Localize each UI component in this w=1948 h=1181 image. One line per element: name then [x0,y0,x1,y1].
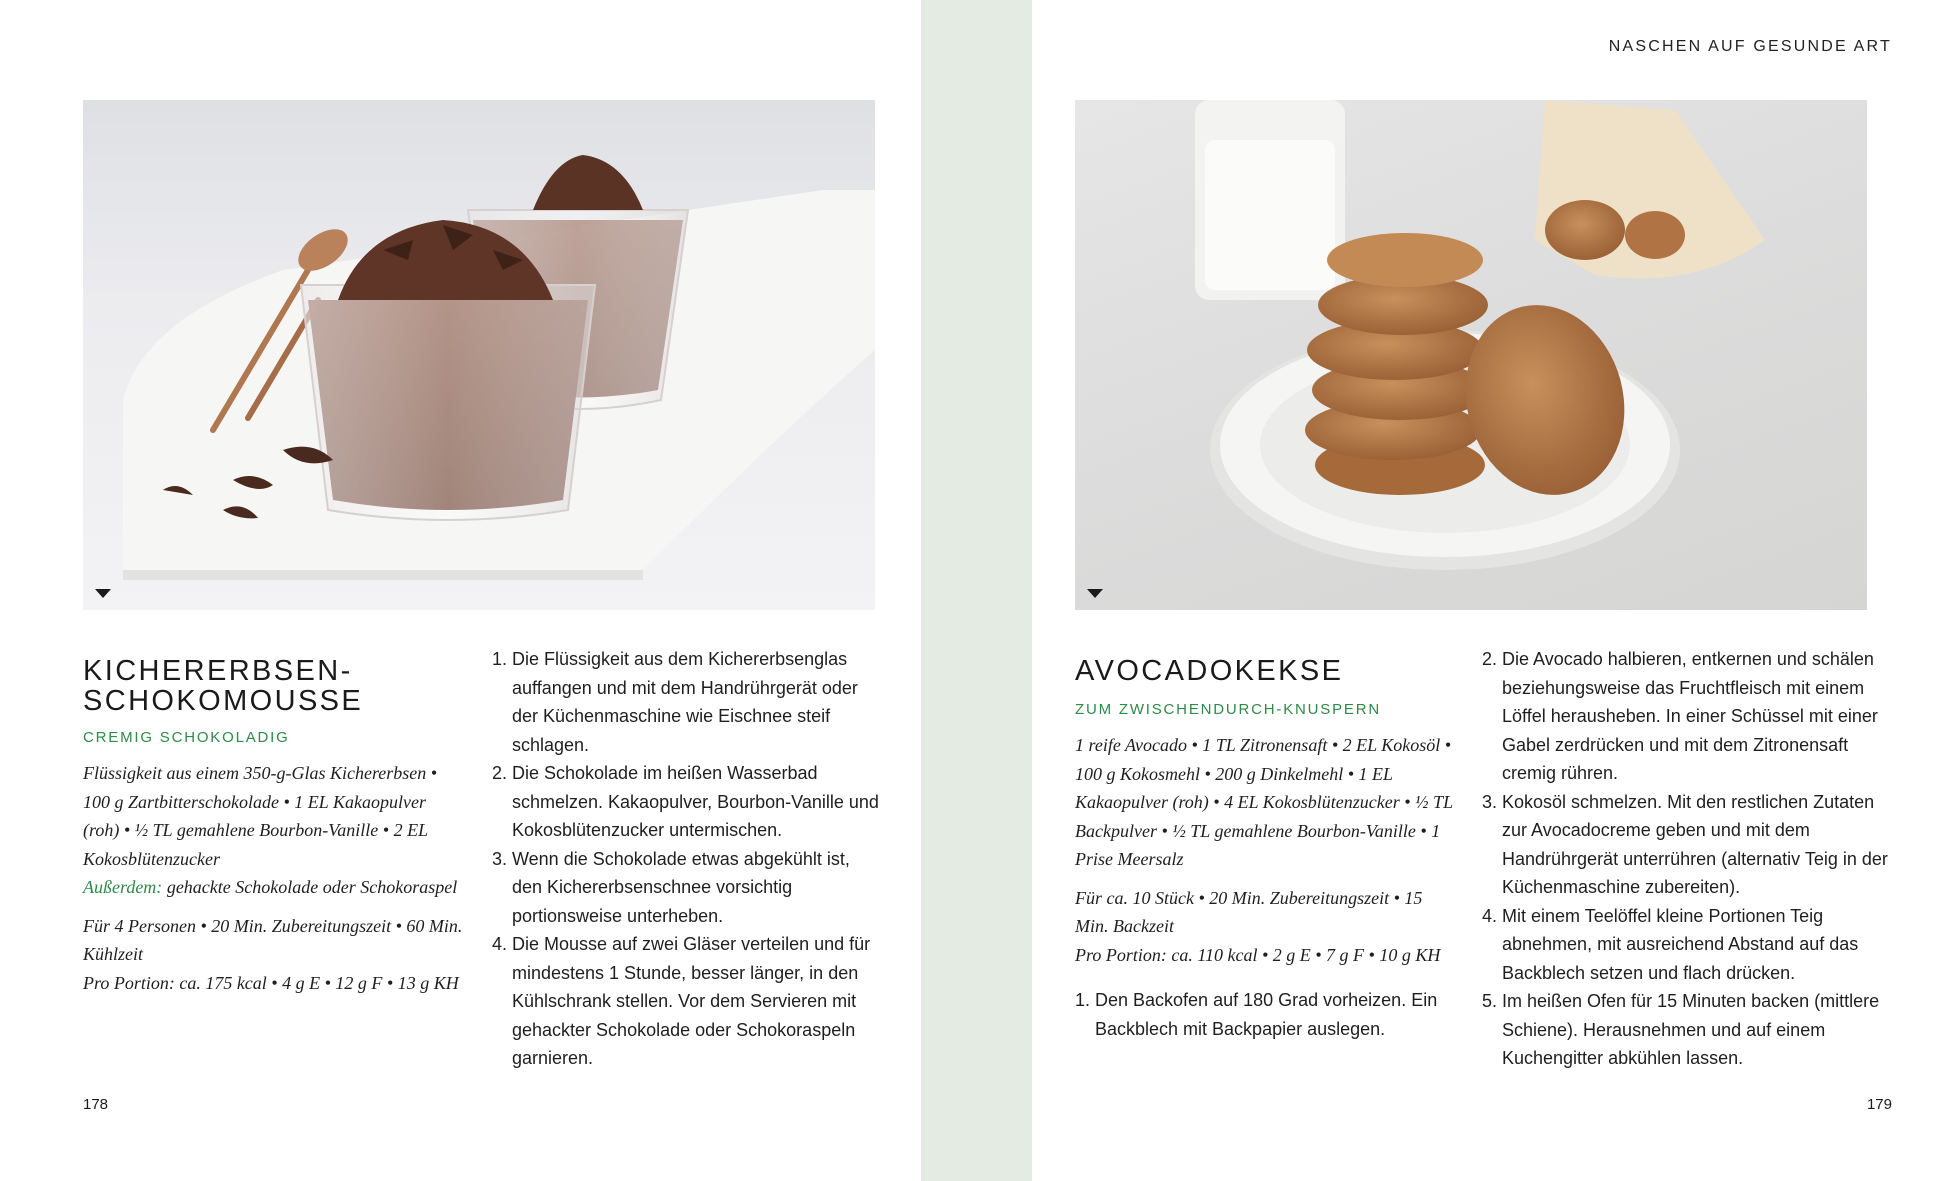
step-text: Wenn die Schokolade etwas abgekühlt ist, den Kichererbsenschnee vorsichtig portionsweise unterheben. [512,848,850,926]
step-text: Die Avocado halbieren, entkernen und schälen beziehungsweise das Fruchtfleisch mit einem Löffel herausheben. In einer Schüssel mit einer Gabel zerdrücken und mit dem Zitronensaft cremig rühren. [1502,649,1878,783]
ingredients-block [83,759,463,1007]
step-item [492,645,882,759]
step-number: 1. [492,649,508,669]
step-number: 4. [492,934,508,954]
step-text: Die Schokolade im heißen Wasserbad schmelzen. Kakaopulver, Bourbon-Vanille und Kokosblütenzucker untermischen. [512,763,879,840]
step-item [492,930,882,1073]
photo-caption-marker-icon [95,589,111,598]
avocado-cookies-illustration [1075,100,1867,610]
recipe-subtitle: ZUM ZWISCHENDURCH-KNUSPERN [1075,701,1381,718]
step-text: Mit einem Teelöffel kleine Portionen Teig abnehmen, mit ausreichend Abstand auf das Backblech setzen und flach drücken. [1502,905,1859,983]
step-number: 3. [1482,791,1498,812]
step-text: Die Mousse auf zwei Gläser verteilen und für mindestens 1 Stunde, besser länger, in den Kühlschrank stellen. Vor dem Servieren mit gehackter Schokolade oder Schokoraspeln garnieren. [512,934,871,1068]
ingredients-block [1075,731,1460,979]
step-item [1482,788,1892,902]
extra-text: gehackte Schokolade oder Schokoraspel [162,877,458,897]
step-text: Die Flüssigkeit aus dem Kichererbsenglas auffangen und mit dem Handrührgerät oder der Küchenmaschine wie Eischnee steif schlagen. [512,649,858,755]
step-item [1075,986,1460,1043]
extra-label: Außerdem: [83,877,163,897]
page-number-left: 178 [83,1096,109,1113]
step-number: 2. [492,763,508,783]
right-steps-list-b [1482,645,1892,1073]
chocolate-mousse-illustration [83,100,875,610]
recipe-title [83,656,363,716]
extra-ingredients [83,873,463,902]
servings-info: Für ca. 10 Stück • 20 Min. Zubereitungszeit • 15 Min. Backzeit [1075,887,1423,936]
step-item [1482,645,1892,788]
recipe-title-line-2: SCHOKOMOUSSE [83,685,364,717]
recipe-title-line-1: KICHERERBSEN- [83,655,353,687]
step-item [1482,987,1892,1073]
avocado-cookies-photo [1075,100,1867,610]
page-number-right: 179 [1866,1096,1892,1113]
ingredients-list: Flüssigkeit aus einem 350-g-Glas Kichererbsen • 100 g Zartbitterschokolade • 1 EL Kakaopulver (roh) • ½ TL gemahlene Bourbon-Vanille • 2 EL Kokosblütenzucker [83,763,438,869]
nutrition-info: Pro Portion: ca. 175 kcal • 4 g E • 12 g F • 13 g KH [83,972,459,993]
step-text: Kokosöl schmelzen. Mit den restlichen Zutaten zur Avocadocreme geben und mit dem Handrührgerät unterrühren (alternativ Teig in der Küchenmaschine zubereiten). [1502,791,1888,897]
left-page [0,0,921,1181]
step-item [492,845,882,931]
photo-caption-marker-icon [1087,589,1103,598]
running-head: NASCHEN AUF GESUNDE ART [1608,38,1892,55]
left-steps-list [492,645,882,1073]
step-number: 4. [1482,905,1498,926]
chocolate-mousse-photo [83,100,875,610]
step-number: 1. [1075,990,1091,1010]
ingredients-list: 1 reife Avocado • 1 TL Zitronensaft • 2 EL Kokosöl • 100 g Kokosmehl • 200 g Dinkelmehl • 1 EL Kakaopulver (roh) • 4 EL Kokosblütenzucker • ½ TL Backpulver • ½ TL gemahlene Bourbon-Vanille • 1 Prise Meersalz [1075,735,1453,869]
step-text: Im heißen Ofen für 15 Minuten backen (mittlere Schiene). Herausnehmen und auf einem Kuchengitter abkühlen lassen. [1502,991,1880,1068]
step-item [492,759,882,845]
right-steps-list-a [1075,986,1460,1043]
book-gutter [921,0,1032,1181]
recipe-title: AVOCADOKEKSE [1075,655,1344,687]
step-number: 5. [1482,991,1498,1011]
step-number: 2. [1482,649,1498,669]
step-text: Den Backofen auf 180 Grad vorheizen. Ein Backblech mit Backpapier auslegen. [1095,990,1438,1039]
step-number: 3. [492,848,508,869]
servings-info: Für 4 Personen • 20 Min. Zubereitungszeit • 60 Min. Kühlzeit [83,915,463,964]
right-page [1032,0,1948,1181]
step-item [1482,902,1892,988]
recipe-subtitle: CREMIG SCHOKOLADIG [83,729,290,746]
nutrition-info: Pro Portion: ca. 110 kcal • 2 g E • 7 g F • 10 g KH [1075,944,1441,965]
